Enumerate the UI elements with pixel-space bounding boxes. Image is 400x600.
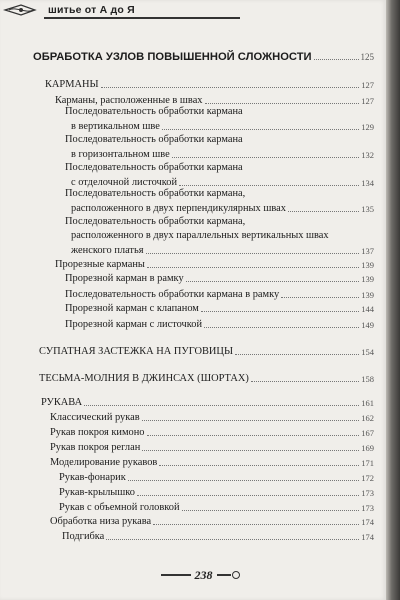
toc-leader bbox=[146, 253, 360, 254]
page-footer bbox=[150, 566, 250, 584]
page-number: 238 bbox=[194, 567, 213, 582]
toc-entry[interactable] bbox=[59, 471, 374, 484]
toc-leader bbox=[106, 539, 359, 540]
toc-entry-page: 134 bbox=[361, 178, 374, 188]
toc-leader bbox=[235, 354, 359, 355]
toc-entry-label: Прорезной карман в рамку bbox=[65, 273, 184, 284]
toc-leader bbox=[147, 267, 359, 268]
toc-entry-label: СУПАТНАЯ ЗАСТЕЖКА НА ПУГОВИЦЫ bbox=[39, 346, 234, 357]
toc-entry-page: 149 bbox=[361, 320, 374, 330]
toc-entry-label: Рукав с объемной головкой bbox=[59, 502, 180, 513]
toc-entry-page: 144 bbox=[361, 304, 374, 314]
toc-entry-continuation-2: женского платья bbox=[71, 245, 144, 256]
toc-entry-page: 129 bbox=[361, 122, 374, 132]
toc-leader bbox=[205, 103, 360, 104]
toc-leader bbox=[251, 381, 359, 382]
toc-entry-page: 139 bbox=[361, 260, 374, 270]
toc-entry[interactable] bbox=[71, 148, 374, 161]
toc-entry[interactable] bbox=[62, 530, 374, 543]
toc-entry-label: ОБРАБОТКА УЗЛОВ ПОВЫШЕННОЙ СЛОЖНОСТИ bbox=[33, 51, 312, 63]
toc-leader bbox=[142, 420, 360, 421]
toc-leader bbox=[201, 311, 359, 312]
toc-entry-continuation: с отделочной листочкой bbox=[71, 177, 178, 188]
toc-leader bbox=[128, 480, 360, 481]
toc-entry-label: Последовательность обработки кармана в рамку bbox=[65, 289, 280, 300]
toc-entry-page: 125 bbox=[360, 52, 374, 62]
toc-entry-label: Последовательность обработки кармана bbox=[65, 106, 243, 117]
toc-entry[interactable] bbox=[55, 258, 374, 271]
toc-entry[interactable] bbox=[41, 396, 374, 409]
toc-entry[interactable] bbox=[50, 411, 374, 424]
toc-leader bbox=[159, 465, 359, 466]
toc-entry-page: 169 bbox=[361, 443, 374, 453]
toc-leader bbox=[153, 524, 359, 525]
toc-entry-page: 174 bbox=[361, 517, 374, 527]
toc-entry-label: Последовательность обработки кармана, bbox=[65, 216, 246, 227]
footer-rule bbox=[217, 574, 231, 576]
toc-entry-label: РУКАВА bbox=[41, 397, 83, 408]
toc-leader bbox=[204, 327, 359, 328]
toc-entry-page: 139 bbox=[361, 290, 374, 300]
toc-entry-page: 132 bbox=[361, 150, 374, 160]
toc-entry-page: 173 bbox=[361, 488, 374, 498]
toc-entry[interactable] bbox=[71, 120, 374, 133]
toc-entry-label: Рукав покроя реглан bbox=[50, 442, 141, 453]
toc-leader bbox=[179, 185, 359, 186]
toc-entry-label: Прорезные карманы bbox=[55, 259, 145, 270]
toc-entry-continuation: в горизонтальном шве bbox=[71, 149, 170, 160]
toc-leader bbox=[84, 405, 359, 406]
toc-entry-label: Рукав-крылышко bbox=[59, 487, 135, 498]
toc-entry-label: КАРМАНЫ bbox=[45, 79, 99, 90]
button-ornament-icon bbox=[232, 571, 240, 579]
toc-leader bbox=[142, 450, 359, 451]
toc-entry-continuation: расположенного в двух перпендикулярных швах bbox=[71, 203, 286, 214]
toc-entry-label: ТЕСЬМА-МОЛНИЯ В ДЖИНСАХ (ШОРТАХ) bbox=[39, 373, 249, 384]
toc-leader bbox=[137, 495, 359, 496]
toc-entry-label: Моделирование рукавов bbox=[50, 457, 158, 468]
toc-entry-label: Карманы, расположенные в швах bbox=[55, 95, 203, 106]
toc-entry[interactable] bbox=[65, 318, 374, 331]
toc-leader bbox=[288, 211, 359, 212]
toc-leader bbox=[186, 281, 360, 282]
toc-entry[interactable] bbox=[59, 501, 374, 514]
toc-entry-label: Последовательность обработки кармана bbox=[65, 134, 243, 145]
toc-entry[interactable] bbox=[65, 302, 374, 315]
toc-entry-page: 127 bbox=[361, 80, 374, 90]
toc-entry-label: Подгибка bbox=[62, 531, 105, 542]
toc-entry-continuation: расположенного в двух параллельных вертикальных швах bbox=[71, 230, 329, 241]
toc-entry[interactable] bbox=[39, 372, 374, 385]
footer-rule bbox=[161, 574, 191, 576]
toc-entry-label: Обработка низа рукава bbox=[50, 516, 152, 527]
toc-entry[interactable] bbox=[50, 426, 374, 439]
toc-entry-label: Прорезной карман с клапаном bbox=[65, 303, 199, 314]
toc-leader bbox=[147, 435, 360, 436]
toc-entry-page: 174 bbox=[361, 532, 374, 542]
toc-entry-page: 172 bbox=[361, 473, 374, 483]
toc-entry[interactable] bbox=[71, 244, 374, 257]
toc-leader bbox=[314, 59, 359, 60]
toc-entry-continuation: в вертикальном шве bbox=[71, 121, 160, 132]
toc-entry-label: Прорезной карман с листочкой bbox=[65, 319, 203, 330]
toc-entry-page: 127 bbox=[361, 96, 374, 106]
toc-entry-page: 135 bbox=[361, 204, 374, 214]
toc-leader bbox=[101, 87, 360, 88]
toc-entry-label: Классический рукав bbox=[50, 412, 140, 423]
toc-entry-label: Последовательность обработки кармана bbox=[65, 162, 243, 173]
toc-entry-page: 154 bbox=[361, 347, 374, 357]
toc-entry[interactable] bbox=[65, 288, 374, 301]
toc-entry-page: 171 bbox=[361, 458, 374, 468]
toc-leader bbox=[172, 157, 360, 158]
toc-entry[interactable] bbox=[59, 486, 374, 499]
toc-entry[interactable] bbox=[39, 345, 374, 358]
toc-entry-page: 162 bbox=[361, 413, 374, 423]
toc-leader bbox=[162, 129, 359, 130]
toc-entry-label: Рукав-фонарик bbox=[59, 472, 126, 483]
page-edge bbox=[386, 0, 400, 600]
toc-entry[interactable] bbox=[50, 456, 374, 469]
toc-entry-page: 167 bbox=[361, 428, 374, 438]
toc-entry-label: Последовательность обработки кармана, bbox=[65, 188, 246, 199]
toc-entry[interactable] bbox=[33, 50, 374, 63]
toc-entry-page: 158 bbox=[361, 374, 374, 384]
toc-entry-page: 137 bbox=[361, 246, 374, 256]
toc-entry-label: Рукав покроя кимоно bbox=[50, 427, 145, 438]
toc-entry[interactable] bbox=[65, 272, 374, 285]
toc-entry[interactable] bbox=[45, 78, 374, 91]
toc-entry[interactable] bbox=[71, 202, 374, 215]
toc-leader bbox=[182, 510, 360, 511]
toc-entry-page: 139 bbox=[361, 274, 374, 284]
running-head-title: шитье от А до Я bbox=[48, 4, 135, 16]
toc-leader bbox=[281, 297, 359, 298]
toc-entry-page: 173 bbox=[361, 503, 374, 513]
toc-entry[interactable] bbox=[50, 515, 374, 528]
toc-entry-page: 161 bbox=[361, 398, 374, 408]
toc-entry[interactable] bbox=[50, 441, 374, 454]
